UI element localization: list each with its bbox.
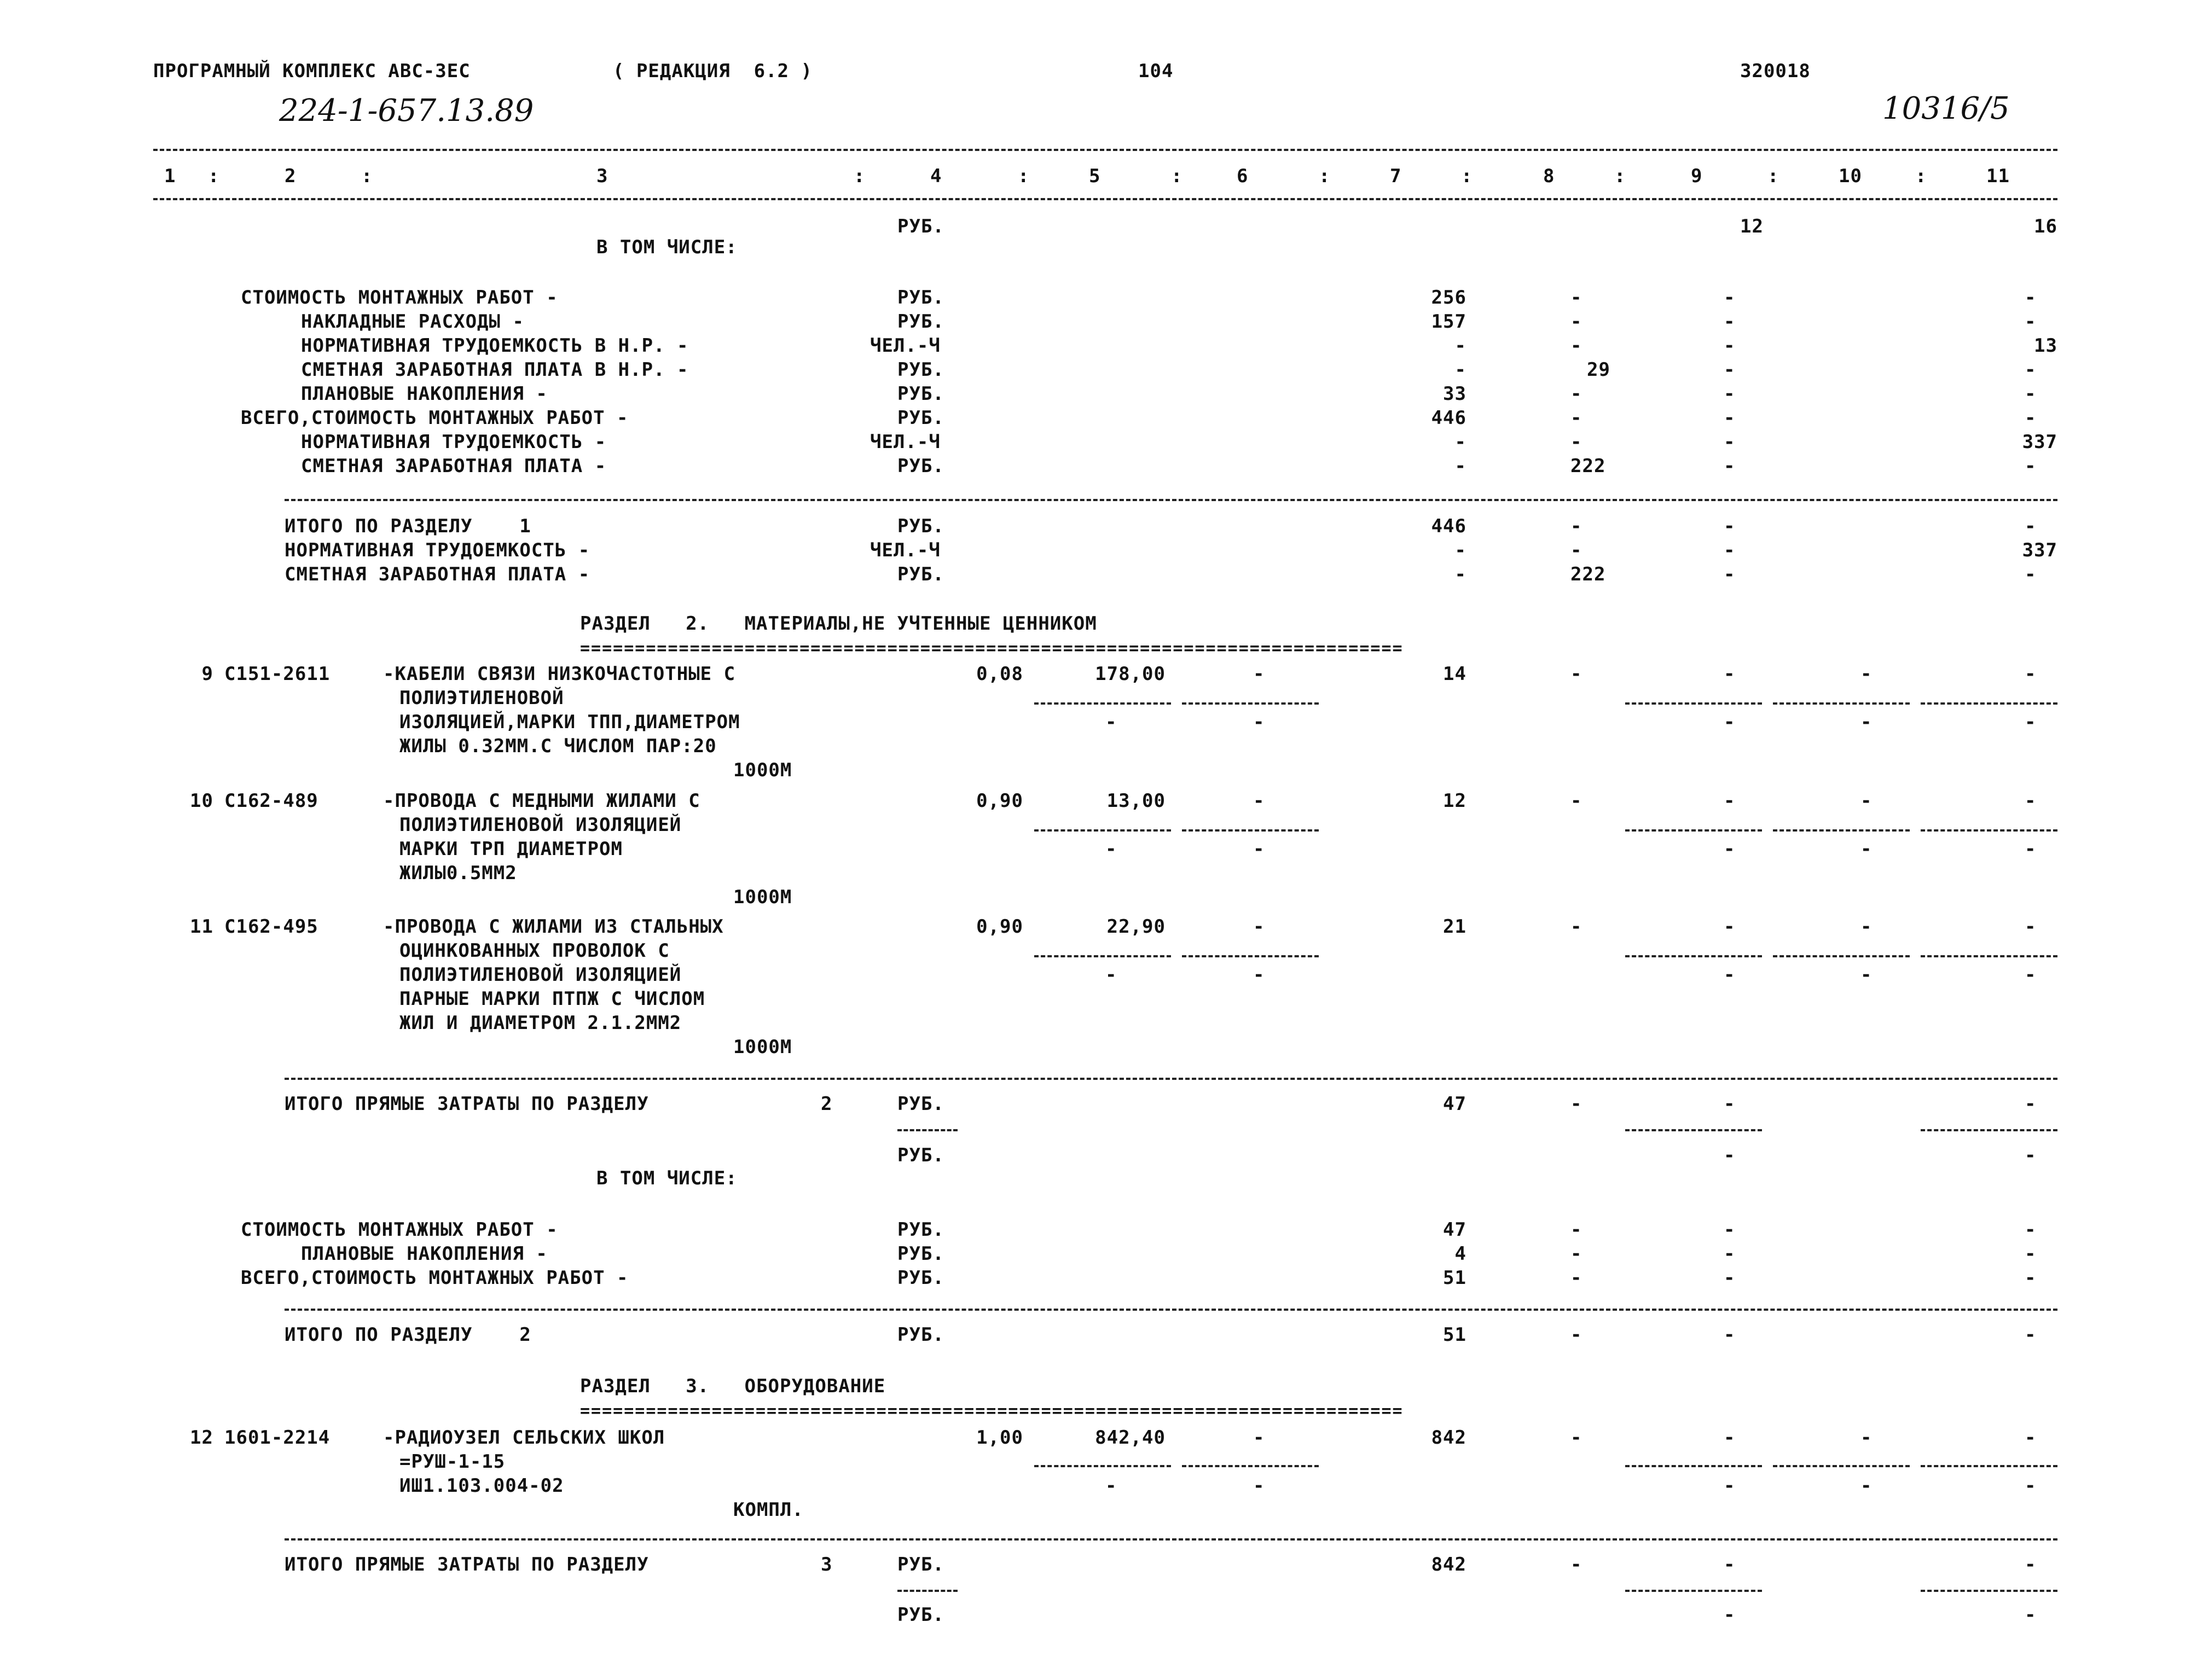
row-label: ИТОГО ПРЯМЫЕ ЗАТРАТЫ ПО РАЗДЕЛУ	[285, 1093, 649, 1115]
row-label: НАКЛАДНЫЕ РАСХОДЫ -	[301, 311, 524, 333]
value-cell: 446	[1431, 407, 1466, 429]
section-rule	[285, 499, 2057, 501]
unit-cell: РУБ.	[897, 407, 944, 429]
row-label: СМЕТНАЯ ЗАРАБОТНАЯ ПЛАТА В Н.Р. -	[301, 359, 689, 381]
row-label: СТОИМОСТЬ МОНТАЖНЫХ РАБОТ -	[241, 1219, 558, 1241]
section-rule	[285, 1309, 2057, 1311]
unit-cell: РУБ.	[897, 383, 944, 405]
subheading-including: В ТОМ ЧИСЛЕ:	[596, 1167, 738, 1189]
section-3-underline: ===========================================================================	[580, 1402, 1404, 1421]
item-unit: 1000М	[733, 1036, 792, 1058]
item-desc: -РАДИОУЗЕЛ СЕЛЬСКИХ ШКОЛ	[383, 1427, 665, 1449]
value-cell: 12	[1740, 216, 1764, 237]
header-top-rule	[153, 149, 2057, 151]
value-cell: 33	[1443, 383, 1466, 405]
value-cell: -	[1454, 431, 1466, 453]
col-number: 3	[596, 165, 608, 187]
col-number: 7	[1390, 165, 1402, 187]
unit-cell: РУБ.	[897, 216, 944, 237]
row-label: ВСЕГО,СТОИМОСТЬ МОНТАЖНЫХ РАБОТ -	[241, 407, 629, 429]
item-code: С151-2611	[224, 663, 331, 685]
col-number: 8	[1543, 165, 1555, 187]
header-bottom-rule	[153, 198, 2057, 200]
item-unit: КОМПЛ.	[733, 1499, 804, 1521]
item-desc: -КАБЕЛИ СВЯЗИ НИЗКОЧАСТОТНЫЕ С	[383, 663, 736, 685]
handwritten-project-number: 224-1-657.13.89	[279, 93, 534, 129]
program-title: ПРОГРАМНЫЙ КОМПЛЕКС АВС-3ЕС	[153, 60, 471, 82]
value-cell: -	[1454, 455, 1466, 477]
item-code: С162-489	[224, 790, 318, 812]
row-label: ИТОГО ПО РАЗДЕЛУ 1	[285, 515, 531, 537]
unit-cell: РУБ.	[897, 311, 944, 333]
col-number: 4	[930, 165, 942, 187]
col-number: 6	[1237, 165, 1249, 187]
row-label: ВСЕГО,СТОИМОСТЬ МОНТАЖНЫХ РАБОТ -	[241, 1267, 629, 1289]
col-number: 11	[1986, 165, 2010, 187]
page-number: 104	[1138, 60, 1174, 82]
item-unit: 1000М	[733, 886, 792, 908]
handwritten-sheet-number: 10316/5	[1882, 91, 2010, 126]
item-number: 11	[190, 916, 213, 938]
subheading-including: В ТОМ ЧИСЛЕ:	[596, 236, 738, 258]
col-number: 2	[285, 165, 297, 187]
edition-label: ( РЕДАКЦИЯ 6.2 )	[613, 60, 813, 82]
item-desc: -ПРОВОДА С ЖИЛАМИ ИЗ СТАЛЬНЫХ	[383, 916, 724, 938]
row-label: СМЕТНАЯ ЗАРАБОТНАЯ ПЛАТА -	[285, 563, 590, 585]
item-desc: -ПРОВОДА С МЕДНЫМИ ЖИЛАМИ С	[383, 790, 700, 812]
value-cell: -	[1454, 335, 1466, 357]
section-rule	[285, 1538, 2057, 1541]
value-cell: 16	[2034, 216, 2057, 237]
value-cell: 157	[1431, 311, 1466, 333]
value-cell: 256	[1431, 287, 1466, 309]
unit-cell: ЧЕЛ.-Ч	[870, 431, 941, 453]
item-code: 1601-2214	[224, 1427, 331, 1449]
item-number: 9	[201, 663, 213, 685]
row-label: НОРМАТИВНАЯ ТРУДОЕМКОСТЬ -	[285, 539, 590, 561]
row-label: ПЛАНОВЫЕ НАКОПЛЕНИЯ -	[301, 1243, 548, 1265]
unit-cell: РУБ.	[897, 359, 944, 381]
row-label: ПЛАНОВЫЕ НАКОПЛЕНИЯ -	[301, 383, 548, 405]
item-code: С162-495	[224, 916, 318, 938]
row-label: СМЕТНАЯ ЗАРАБОТНАЯ ПЛАТА -	[301, 455, 607, 477]
unit-cell: ЧЕЛ.-Ч	[870, 335, 941, 357]
section-2-underline: ===========================================================================	[580, 639, 1404, 658]
value-cell: -	[1454, 359, 1466, 381]
col-number: 5	[1089, 165, 1101, 187]
row-label: СТОИМОСТЬ МОНТАЖНЫХ РАБОТ -	[241, 287, 558, 309]
item-unit: 1000М	[733, 759, 792, 781]
row-label: ИТОГО ПРЯМЫЕ ЗАТРАТЫ ПО РАЗДЕЛУ	[285, 1554, 649, 1576]
unit-cell: РУБ.	[897, 287, 944, 309]
section-3-title: РАЗДЕЛ 3. ОБОРУДОВАНИЕ	[580, 1375, 886, 1397]
row-label: ИТОГО ПО РАЗДЕЛУ 2	[285, 1324, 531, 1346]
item-number: 10	[190, 790, 213, 812]
row-label: НОРМАТИВНАЯ ТРУДОЕМКОСТЬ В Н.Р. -	[301, 335, 689, 357]
col-number: 10	[1839, 165, 1862, 187]
item-number: 12	[190, 1427, 213, 1449]
document-code: 320018	[1740, 60, 1811, 82]
section-2-title: РАЗДЕЛ 2. МАТЕРИАЛЫ,НЕ УЧТЕННЫЕ ЦЕННИКОМ	[580, 613, 1097, 635]
col-number: 9	[1691, 165, 1703, 187]
col-number: 1	[164, 165, 176, 187]
unit-cell: РУБ.	[897, 455, 944, 477]
row-label: НОРМАТИВНАЯ ТРУДОЕМКОСТЬ -	[301, 431, 607, 453]
section-rule	[285, 1078, 2057, 1080]
